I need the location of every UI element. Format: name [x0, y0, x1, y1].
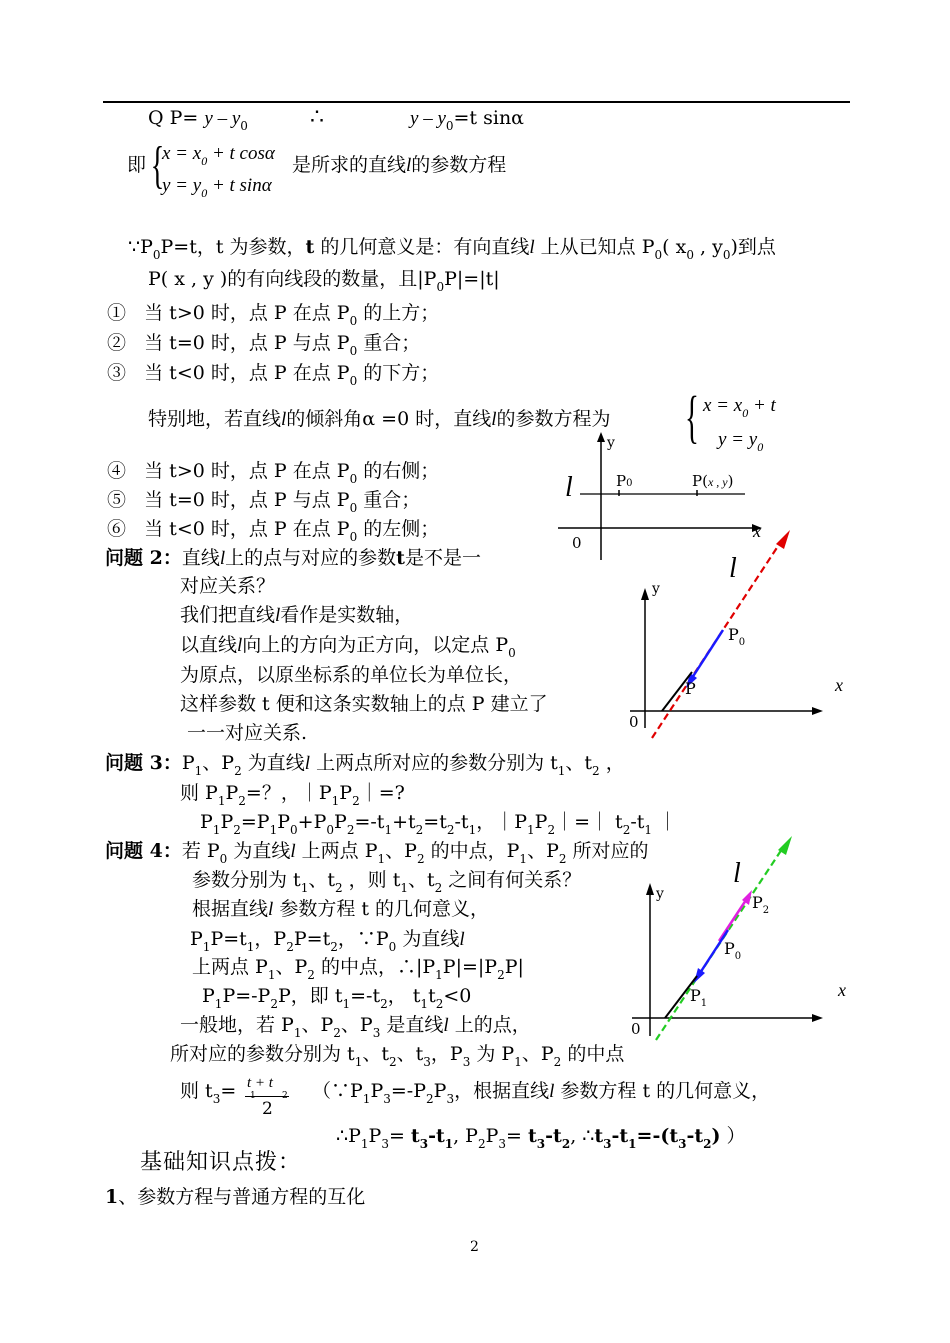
fig1-y-label: y	[607, 435, 615, 451]
fig3-p2-label: $P_2$	[752, 893, 770, 916]
section-1-title: 1、参数方程与普通方程的互化	[105, 1186, 366, 1208]
case-3: ③ 当 t<0 时，点 P 在点 $P_0$ 的下方；	[107, 362, 440, 388]
therefore-symbol: ∴	[310, 105, 324, 130]
question-4-line-3: 根据直线l 参数方程 t 的几何意义，	[192, 898, 490, 920]
question-2-line-4: 以直线l向上的方向为正方向，以定点 $P_0$	[180, 634, 516, 660]
fig2-origin: 0	[629, 713, 639, 731]
system-brace: {	[150, 137, 165, 194]
fig1-origin: 0	[572, 534, 582, 552]
fig2-x-label: x	[835, 675, 843, 695]
system-row-2: $y = y_0 + t$ sinα	[162, 175, 272, 200]
fig3-magenta-vector	[719, 897, 748, 941]
geo-meaning-line-1: $\because P_0P=t$，t 为参数，t 的几何意义是：有向直线l 上从已知点 $P_0$( $x_0$ , $y_0$)到点	[128, 236, 776, 262]
fig3-y-arrow	[646, 883, 654, 895]
question-3-line-1: 问题 3：$P_1$、$P_2$ 为直线l 上两点所对应的参数分别为 $t_1$、$t_2$ ，	[105, 752, 625, 778]
question-4-line-2: 参数分别为 $t_1$、$t_2$ ，则 $t_1$、$t_2$ 之间有何关系？	[192, 869, 582, 895]
special-row-1: $x = x_0 + t$	[703, 395, 776, 420]
fig2-l-label: l	[729, 553, 737, 584]
question-2-line-1: 问题 2：直线l上的点与对应的参数t是不是一	[105, 547, 481, 569]
fig3-x-label: x	[838, 980, 846, 1000]
fraction-numerator: t + t	[247, 1075, 273, 1091]
fig3-l-label: l	[733, 858, 741, 889]
special-case-text: 特别地，若直线l的倾斜角α =0 时，直线l的参数方程为	[148, 408, 611, 430]
question-2-line-6: 这样参数 t 便和这条实数轴上的点 P 建立了	[180, 693, 548, 715]
fig1-l-label: l	[565, 472, 573, 503]
special-row-2: $y = y_0$	[718, 429, 764, 454]
case-2: ② 当 t=0 时，点 P 与点 $P_0$ 重合；	[107, 332, 421, 358]
case-1: ① 当 t>0 时，点 P 在点 $P_0$ 的上方；	[107, 302, 440, 328]
fig3-p0-label: $P_0$	[724, 939, 742, 962]
question-4-line-1: 问题 4：若 $P_0$ 为直线l 上两点 $P_1$、$P_2$ 的中点，$P_1$、$P_2$ 所对应的	[105, 840, 649, 866]
question-3-line-3: $P_1P_2=P_1P_0+P_0P_2=-t_1+t_2=t_2-t_1$，$|P_1P_2|=|$ $t_2-t_1$ ｜	[200, 811, 678, 837]
section-heading: 基础知识点拨：	[140, 1150, 302, 1175]
case-5: ⑤ 当 t=0 时，点 P 与点 $P_0$ 重合；	[107, 489, 421, 515]
fig2-p0-label: $P_0$	[728, 625, 746, 648]
question-4-line-10: $\therefore P_1P_3= t_3-t_1$, $P_2P_3= t_3-t_2$, $\therefore t_3-t_1=-(t_3-t_2)$ ）	[336, 1125, 746, 1151]
question-4-line-8: 所对应的参数分别为 $t_1$、$t_2$、$t_3$，$P_3$ 为 $P_1$、$P_2$ 的中点	[170, 1043, 625, 1069]
qp-line: Q $P= y - y_0$	[148, 107, 248, 133]
fig3-y-label: y	[656, 886, 664, 902]
question-2-line-2: 对应关系？	[180, 575, 276, 597]
question-4-line-6: $P_1P=-P_2P$，即 $t_1=-t_2$， $t_1t_2<0$	[202, 985, 472, 1011]
qp-result: $y - y_0=t$ sinα	[410, 107, 525, 133]
fig3-origin: 0	[631, 1020, 641, 1038]
page-number: 2	[470, 1239, 479, 1255]
geo-meaning-line-2: P( x , y )的有向线段的数量，且$|P_0P|=|t|$	[148, 268, 500, 294]
question-2-line-5: 为原点，以原坐标系的单位长为单位长，	[180, 664, 523, 686]
system-caption: 是所求的直线l的参数方程	[292, 154, 507, 176]
fig2-p-label: P	[685, 679, 696, 698]
fig1-p0-label: P0	[616, 472, 633, 490]
ji-label: 即	[127, 154, 147, 176]
special-brace: {	[684, 384, 699, 449]
question-4-line-4: $P_1P=t_1$，$P_2P=t_2$，$\because P_0$ 为直线l	[190, 928, 465, 954]
case-6: ⑥ 当 t<0 时，点 P 在点 $P_0$ 的左侧；	[107, 518, 440, 544]
fig3-x-arrow	[812, 1014, 823, 1022]
case-4: ④ 当 t>0 时，点 P 在点 $P_0$ 的右侧；	[107, 460, 440, 486]
fig3-blue-arrow	[694, 968, 705, 983]
fig2-y-label: y	[652, 581, 660, 597]
fig1-x-label: x	[753, 521, 761, 541]
system-row-1: $x = x_0 + t$ cosα	[162, 143, 275, 168]
question-4-line-5: 上两点 $P_1$、$P_2$ 的中点，$\therefore|P_1P|=|P_2P|$	[192, 956, 524, 982]
question-2-line-3: 我们把直线l看作是实数轴，	[180, 604, 414, 626]
question-3-line-2: 则 $P_1P_2=$？，$|P_1P_2|=$?	[180, 782, 405, 808]
fig3-p1-label: $P_1$	[690, 986, 708, 1009]
question-4-line-9-end: （$\because P_1P_3=-P_2P_3$，根据直线l 参数方程 t 的几何意义，	[312, 1080, 771, 1106]
fig1-p-label: P(x , y)	[692, 472, 734, 490]
question-2-line-7: 一一对应关系.	[187, 722, 308, 744]
fraction-denominator: 2	[262, 1099, 273, 1119]
question-4-line-9-start: 则 $t_3=$	[180, 1080, 237, 1106]
question-4-line-7: 一般地，若 $P_1$、$P_2$、$P_3$ 是直线l 上的点，	[180, 1014, 531, 1040]
